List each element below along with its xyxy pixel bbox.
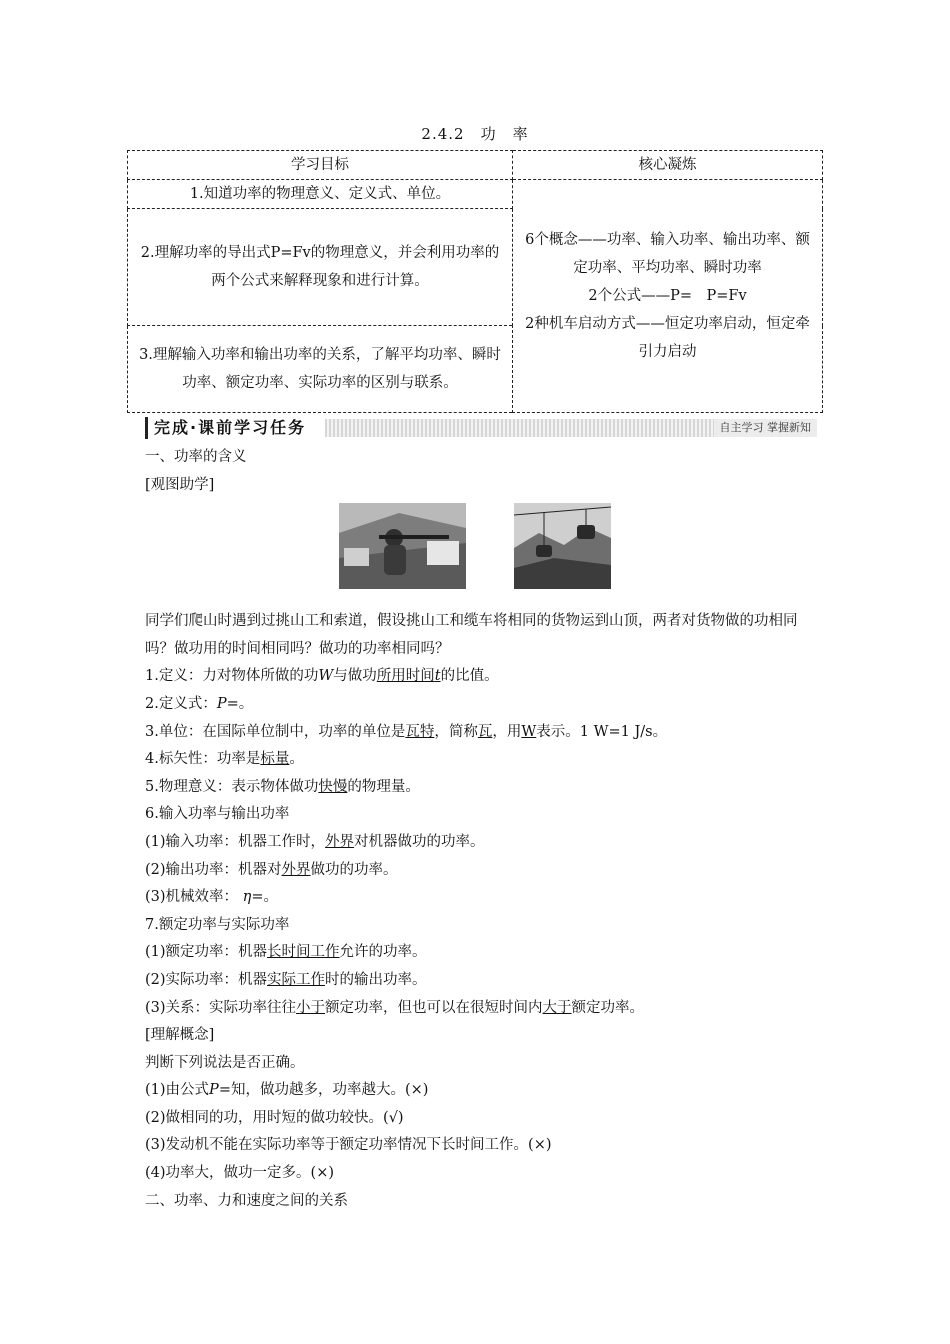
goal-3: 3.理解输入功率和输出功率的关系，了解平均功率、瞬时功率、额定功率、实际功率的区别与联系。 — [128, 326, 513, 413]
goal-2: 2.理解功率的导出式P=Fv的物理意义，并会利用功率的两个公式来解释现象和进行计算。 — [128, 209, 513, 326]
figures — [145, 503, 825, 600]
item-relation: (3)关系：实际功率往往小于额定功率，但也可以在很短时间内大于额定功率。 — [145, 999, 645, 1016]
cable-car-photo — [514, 503, 611, 589]
item-scalar: 4.标矢性：功率是标量。 — [145, 751, 304, 768]
item-unit: 3.单位：在国际单位制中，功率的单位是瓦特，简称瓦，用W表示。1 W=1 J/s。 — [145, 723, 668, 740]
judge-1: (1)由公式P=知，做功越多，功率越大。(×) — [145, 1082, 429, 1099]
intro-question: 同学们爬山时遇到过挑山工和索道，假设挑山工和缆车将相同的货物运到山顶，两者对货物做的功相同吗？做功用的时间相同吗？做功的功率相同吗？ — [145, 613, 798, 657]
section-2-title: 二、功率、力和速度之间的关系 — [145, 1192, 348, 1209]
judge-prompt: 判断下列说法是否正确。 — [145, 1054, 305, 1071]
page-title: 2.4.2 功 率 — [421, 125, 529, 143]
core-concepts: 6个概念——功率、输入功率、输出功率、额定功率、平均功率、瞬时功率 — [525, 232, 810, 276]
item-formula: 2.定义式：P=。 — [145, 695, 254, 712]
section-banner — [145, 417, 817, 439]
item-actual-power: (2)实际功率：机器实际工作时的输出功率。 — [145, 971, 427, 988]
item-rated-title: 7.额定功率与实际功率 — [145, 916, 290, 933]
judge-2: (2)做相同的功，用时短的做功较快。(√) — [145, 1109, 404, 1126]
core-header: 核心凝炼 — [513, 151, 823, 180]
lijie-label: [理解概念] — [145, 1027, 215, 1044]
goal-1: 1.知道功率的物理意义、定义式、单位。 — [128, 180, 513, 209]
core-cell — [513, 180, 823, 413]
content — [145, 444, 825, 1215]
goals-header: 学习目标 — [128, 151, 513, 180]
banner-right-label: 自主学习 掌握新知 — [714, 419, 818, 437]
item-input-power: (1)输入功率：机器工作时，外界对机器做功的功率。 — [145, 833, 485, 850]
porter-photo — [339, 503, 466, 589]
item-efficiency: (3)机械效率： η=。 — [145, 889, 278, 906]
judge-4: (4)功率大，做功一定多。(×) — [145, 1165, 335, 1182]
core-startup: 2种机车启动方式——恒定功率启动，恒定牵引力启动 — [525, 316, 810, 360]
item-rated-power: (1)额定功率：机器长时间工作允许的功率。 — [145, 944, 427, 961]
core-formulas: 2个公式——P= P=Fv — [588, 288, 747, 304]
item-output-power: (2)输出功率：机器对外界做功的功率。 — [145, 861, 398, 878]
item-meaning: 5.物理意义：表示物体做功快慢的物理量。 — [145, 778, 420, 795]
banner-label: 完成·课前学习任务 — [145, 417, 310, 439]
item-definition: 1.定义：力对物体所做的功W与做功所用时间t的比值。 — [145, 668, 499, 685]
section-1-title: 一、功率的含义 — [145, 449, 247, 465]
guantu-label: [观图助学] — [145, 476, 215, 493]
goals-table — [127, 150, 823, 413]
judge-3: (3)发动机不能在实际功率等于额定功率情况下长时间工作。(×) — [145, 1137, 552, 1154]
item-io-title: 6.输入功率与输出功率 — [145, 806, 290, 823]
